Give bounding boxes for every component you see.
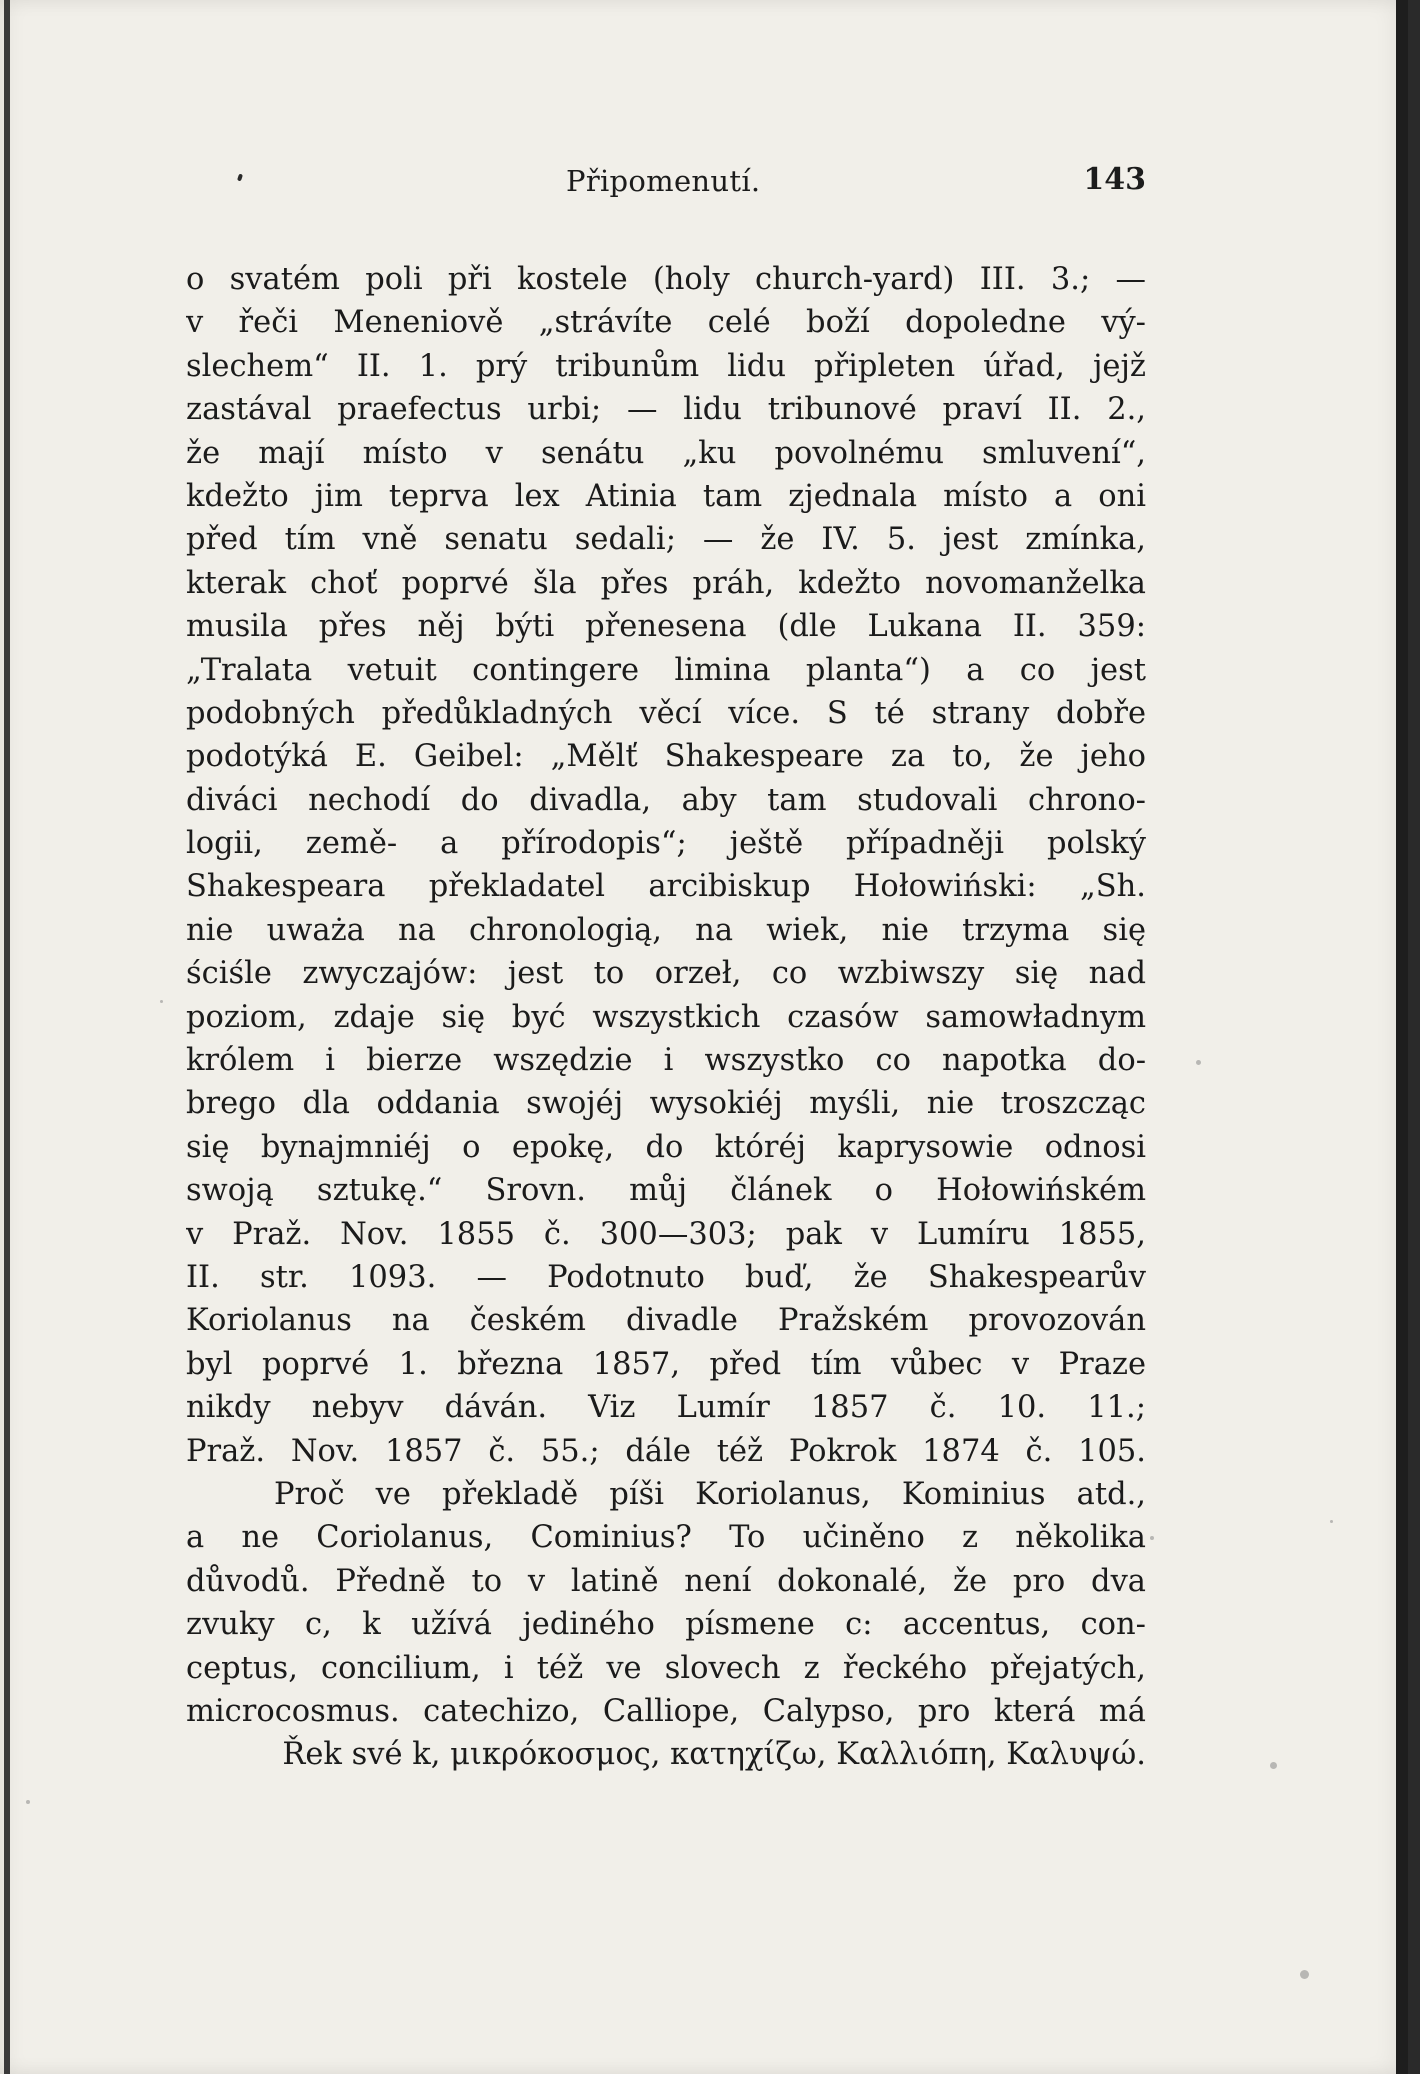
text-line: diváci nechodí do divadla, aby tam studovali chrono-: [186, 782, 1146, 818]
text-line: v řeči Meneniově „strávíte celé boží dopoledne vý-: [186, 305, 1146, 341]
text-line: brego dla oddania swojéj wysokiéj myśli, nie troszcząc: [186, 1086, 1146, 1122]
text-line: o svatém poli při kostele (holy church-yard) III. 3.; —: [186, 262, 1146, 297]
text-line: poziom, zdaje się być wszystkich czasów samowładnym: [186, 999, 1146, 1035]
text-line: před tím vně senatu sedali; — že IV. 5. jest zmínka,: [186, 522, 1146, 558]
text-line: podobných předůkladných věcí více. S té strany dobře: [186, 695, 1146, 731]
text-line: slechem“ II. 1. prý tribunům lidu připleten úřad, jejž: [186, 348, 1146, 384]
speck: [160, 1000, 163, 1003]
text-line: zvuky c, k užívá jediného písmene c: accentus, con-: [186, 1607, 1146, 1643]
text-line: „Tralata vetuit contingere limina planta“) a co jest: [186, 652, 1146, 688]
text-line: zastával praefectus urbi; — lidu tribunové praví II. 2.,: [186, 392, 1146, 428]
text-line: Koriolanus na českém divadle Pražském provozován: [186, 1303, 1146, 1339]
text-line: królem i bierze wszędzie i wszystko co napotka do-: [186, 1043, 1146, 1079]
body-text: [186, 258, 1146, 1777]
text-line: nikdy nebyv dáván. Viz Lumír 1857 č. 10. 11.;: [186, 1390, 1146, 1426]
text-line: Řek své k, μικρόκοσμος, κατηχίζω, Καλλιόπη, Καλυψώ.: [282, 1737, 1146, 1773]
speck: [1150, 1536, 1154, 1540]
paragraph-start-line: Proč ve překladě píši Koriolanus, Kominius atd.,: [274, 1476, 1146, 1512]
speck: [1300, 1970, 1309, 1979]
header-speck: [237, 174, 243, 182]
speck: [1270, 1762, 1277, 1769]
page-left-edge: [4, 0, 10, 2074]
text-line: II. str. 1093. — Podotnuto buď, že Shakespearův: [186, 1259, 1146, 1295]
text-line: microcosmus. catechizo, Calliope, Calypso, pro která má: [186, 1693, 1146, 1729]
running-title: Připomenutí.: [566, 164, 761, 198]
page-header: [186, 162, 1146, 206]
text-line: a ne Coriolanus, Cominius? To učiněno z několika: [186, 1520, 1146, 1556]
text-line: Praž. Nov. 1857 č. 55.; dále též Pokrok 1874 č. 105.: [186, 1433, 1146, 1469]
page-right-edge: [1396, 0, 1408, 2074]
text-line: logii, země- a přírodopis“; ještě případněji polský: [186, 826, 1146, 862]
text-line: Shakespeara překladatel arcibiskup Hołowiński: „Sh.: [186, 869, 1146, 905]
speck: [1330, 1520, 1333, 1523]
page-number: 143: [1083, 162, 1146, 197]
text-line: ceptus, concilium, i též ve slovech z řeckého přejatých,: [186, 1650, 1146, 1686]
text-line: byl poprvé 1. března 1857, před tím vůbec v Praze: [186, 1346, 1146, 1382]
speck: [1196, 1060, 1201, 1065]
speck: [26, 1800, 30, 1804]
text-line: důvodů. Předně to v latině není dokonalé, že pro dva: [186, 1563, 1146, 1599]
text-line: nie uważa na chronologią, na wiek, nie trzyma się: [186, 912, 1146, 948]
text-line: swoją sztukę.“ Srovn. můj článek o Hołowińském: [186, 1173, 1146, 1209]
text-line: ściśle zwyczajów: jest to orzeł, co wzbiwszy się nad: [186, 956, 1146, 992]
text-line: kdežto jim teprva lex Atinia tam zjednala místo a oni: [186, 478, 1146, 514]
text-line: v Praž. Nov. 1855 č. 300—303; pak v Lumíru 1855,: [186, 1216, 1146, 1252]
text-line: kterak choť poprvé šla přes práh, kdežto novomanželka: [186, 565, 1146, 601]
text-line: že mají místo v senátu „ku povolnému smluvení“,: [186, 435, 1146, 471]
text-line: musila přes něj býti přenesena (dle Lukana II. 359:: [186, 609, 1146, 645]
text-line: podotýká E. Geibel: „Mělť Shakespeare za to, že jeho: [186, 739, 1146, 775]
text-line: się bynajmniéj o epokę, do któréj kaprysowie odnosi: [186, 1129, 1146, 1165]
